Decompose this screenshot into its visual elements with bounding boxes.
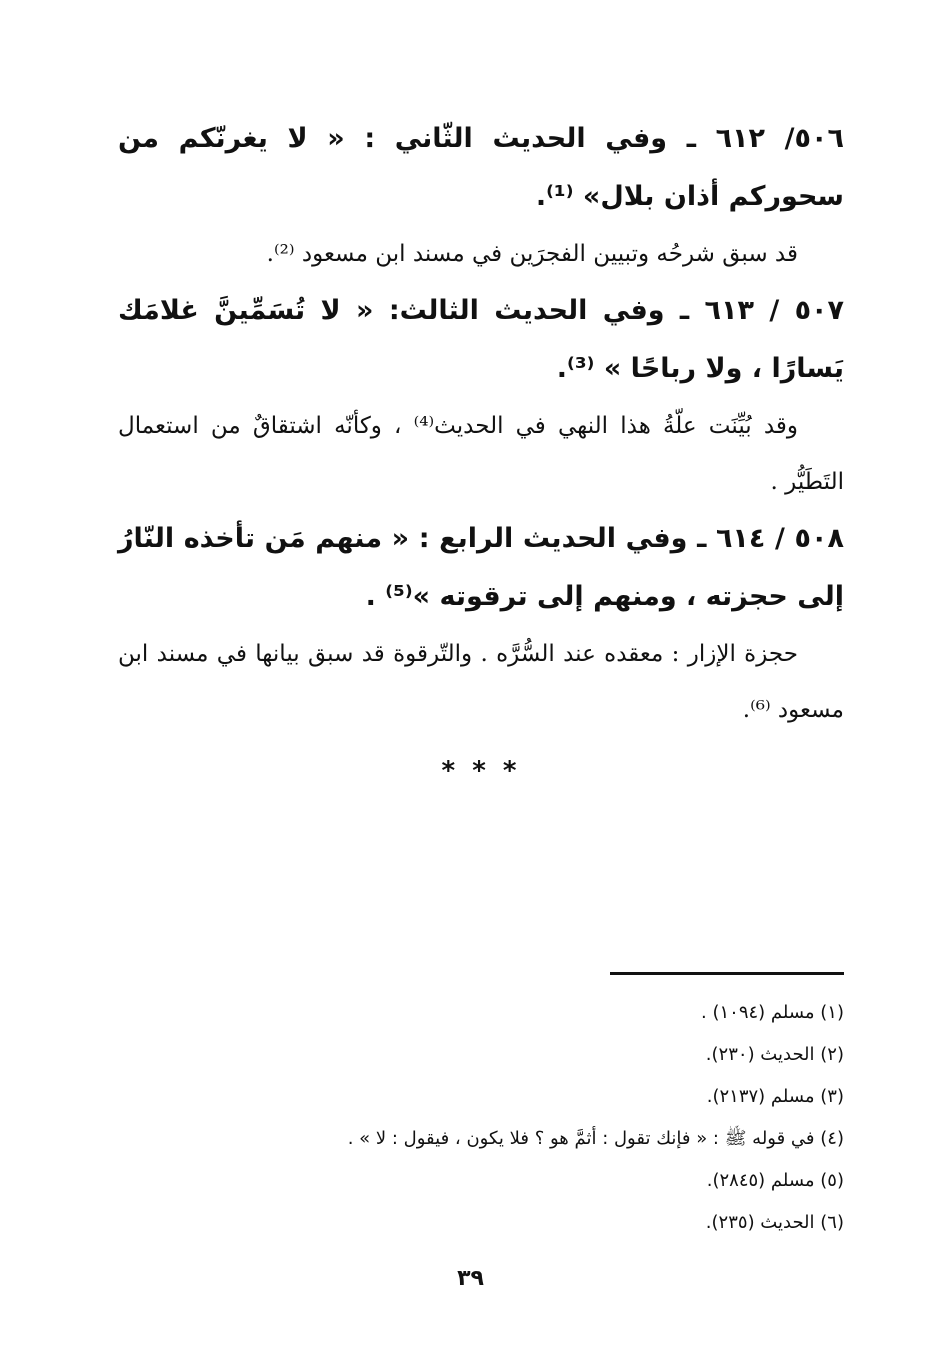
footnote-divider [610,972,844,975]
main-text [118,110,844,786]
footnote-1: (١) مسلم (١٠٩٤) . [701,1002,844,1023]
footnote-6: (٦) الحديث (٢٣٥). [705,1212,844,1233]
hadith-paragraph-506: ٥٠٦/ ٦١٢ ـ وفي الحديث الثّاني : « لا يغرنّكم من سحوركم أذان بلال» ⁽¹⁾. [118,123,844,212]
commentary-paragraph-506: قد سبق شرحُه وتبيين الفجرَين في مسند ابن مسعود ⁽²⁾. [266,241,798,267]
footnotes-list [200,992,844,1244]
footnote-5: (٥) مسلم (٢٨٤٥). [706,1170,844,1191]
commentary-paragraph-507: وقد بُيِّنَت علّةُ هذا النهي في الحديث⁽⁴⁾ ، وكأنّه اشتقاقٌ من استعمال التَطَيُّر . [118,413,844,495]
hadith-paragraph-508: ٥٠٨ / ٦١٤ ـ وفي الحديث الرابع : « منهم مَن تأخذه النّارُ إلى حجزته ، ومنهم إلى ترقوته »⁽⁵⁾ . [118,523,844,612]
section-separator: * * * [441,756,521,786]
footnote-3: (٣) مسلم (٢١٣٧). [706,1086,844,1107]
footnote-4: (٤) في قوله ﷺ : « فإنك تقول : أثمَّ هو ؟ فلا يكون ، فيقول : لا » . [347,1128,844,1149]
page-number: ٣٩ [457,1266,484,1291]
footnote-2: (٢) الحديث (٢٣٠). [705,1044,844,1065]
hadith-paragraph-507: ٥٠٧ / ٦١٣ ـ وفي الحديث الثالث: « لا تُسَمِّينَّ غلامَك يَسارًا ، ولا رباحًا » ⁽³⁾. [118,295,845,384]
commentary-paragraph-508: حجزة الإزار : معقده عند السُّرَّه . والتّرقوة قد سبق بيانها في مسند ابن مسعود ⁽⁶⁾. [118,641,844,723]
